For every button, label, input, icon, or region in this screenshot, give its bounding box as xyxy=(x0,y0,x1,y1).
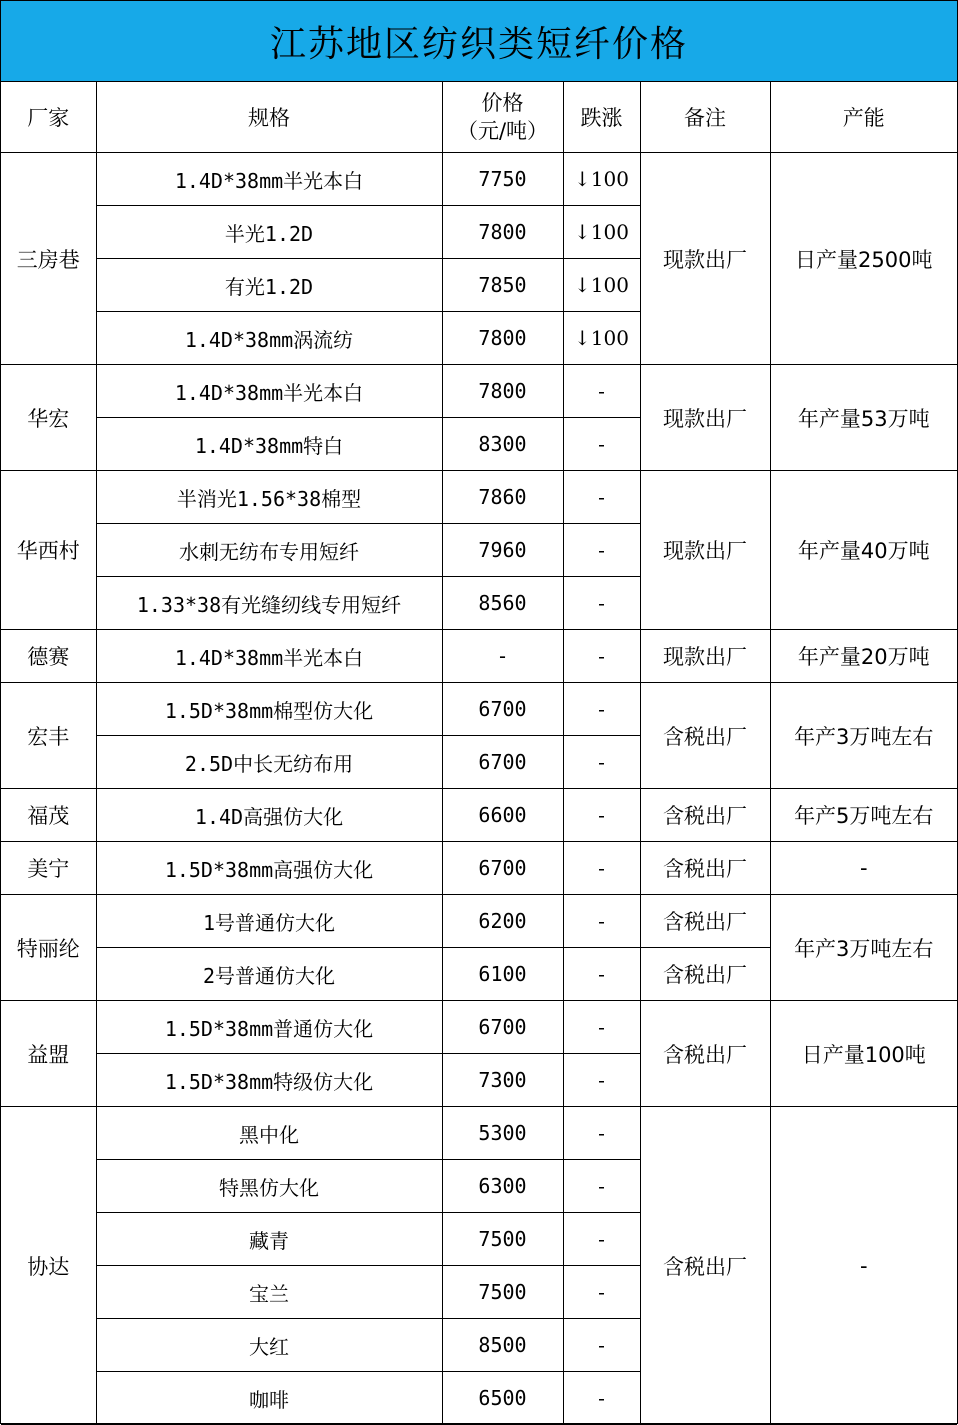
remark-cell: 现款出厂 xyxy=(640,153,770,365)
change-cell: - xyxy=(563,577,640,630)
table-row xyxy=(1,895,957,948)
price-cell: 7960 xyxy=(442,524,563,577)
table-body xyxy=(1,153,957,1425)
factory-cell: 华宏 xyxy=(1,365,96,471)
capacity-cell: 日产量2500吨 xyxy=(770,153,957,365)
price-cell: 7800 xyxy=(442,312,563,365)
change-cell: - xyxy=(563,948,640,1001)
remark-cell: 现款出厂 xyxy=(640,630,770,683)
price-cell: 8500 xyxy=(442,1319,563,1372)
spec-cell: 1.4D*38mm半光本白 xyxy=(96,630,442,683)
spec-cell: 1号普通仿大化 xyxy=(96,895,442,948)
change-cell: - xyxy=(563,789,640,842)
header-row xyxy=(1,82,957,153)
header-price-unit: （元/吨） xyxy=(456,119,549,143)
spec-cell: 特黑仿大化 xyxy=(96,1160,442,1213)
factory-cell: 益盟 xyxy=(1,1001,96,1107)
change-cell: - xyxy=(563,1054,640,1107)
change-cell: - xyxy=(563,1266,640,1319)
price-cell: 5300 xyxy=(442,1107,563,1160)
capacity-cell: 年产量20万吨 xyxy=(770,630,957,683)
remark-cell: 现款出厂 xyxy=(640,471,770,630)
spec-cell: 1.4D*38mm半光本白 xyxy=(96,153,442,206)
price-cell: 7850 xyxy=(442,259,563,312)
price-cell: 7300 xyxy=(442,1054,563,1107)
factory-cell: 三房巷 xyxy=(1,153,96,365)
factory-cell: 宏丰 xyxy=(1,683,96,789)
change-cell: - xyxy=(563,418,640,471)
table-row xyxy=(1,789,957,842)
table-row xyxy=(1,1107,957,1160)
spec-cell: 2号普通仿大化 xyxy=(96,948,442,1001)
factory-cell: 特丽纶 xyxy=(1,895,96,1001)
change-cell: - xyxy=(563,524,640,577)
capacity-cell: 年产5万吨左右 xyxy=(770,789,957,842)
spec-cell: 1.4D*38mm特白 xyxy=(96,418,442,471)
table-row xyxy=(1,153,957,206)
spec-cell: 1.5D*38mm普通仿大化 xyxy=(96,1001,442,1054)
table-row xyxy=(1,842,957,895)
factory-cell: 德赛 xyxy=(1,630,96,683)
spec-cell: 1.5D*38mm特级仿大化 xyxy=(96,1054,442,1107)
header-spec: 规格 xyxy=(96,82,442,153)
price-cell: 7500 xyxy=(442,1266,563,1319)
spec-cell: 藏青 xyxy=(96,1213,442,1266)
price-cell: 6200 xyxy=(442,895,563,948)
change-cell: ↓100 xyxy=(563,259,640,312)
spec-cell: 水刺无纺布专用短纤 xyxy=(96,524,442,577)
spec-cell: 1.4D*38mm涡流纺 xyxy=(96,312,442,365)
price-cell: - xyxy=(442,630,563,683)
price-cell: 6700 xyxy=(442,1001,563,1054)
spec-cell: 有光1.2D xyxy=(96,259,442,312)
header-price xyxy=(442,82,563,153)
remark-cell: 含税出厂 xyxy=(640,1001,770,1107)
header-factory: 厂家 xyxy=(1,82,96,153)
spec-cell: 2.5D中长无纺布用 xyxy=(96,736,442,789)
price-cell: 7750 xyxy=(442,153,563,206)
remark-cell: 含税出厂 xyxy=(640,789,770,842)
spec-cell: 1.5D*38mm棉型仿大化 xyxy=(96,683,442,736)
price-cell: 7500 xyxy=(442,1213,563,1266)
capacity-cell: - xyxy=(770,842,957,895)
change-cell: ↓100 xyxy=(563,153,640,206)
remark-cell: 含税出厂 xyxy=(640,683,770,789)
price-cell: 6300 xyxy=(442,1160,563,1213)
capacity-cell: 年产3万吨左右 xyxy=(770,895,957,1001)
spec-cell: 1.4D*38mm半光本白 xyxy=(96,365,442,418)
capacity-cell: 日产量100吨 xyxy=(770,1001,957,1107)
header-change: 跌涨 xyxy=(563,82,640,153)
change-cell: - xyxy=(563,842,640,895)
header-capacity: 产能 xyxy=(770,82,957,153)
table-row xyxy=(1,471,957,524)
price-cell: 6100 xyxy=(442,948,563,1001)
capacity-cell: - xyxy=(770,1107,957,1425)
remark-cell: 含税出厂 xyxy=(640,842,770,895)
spec-cell: 大红 xyxy=(96,1319,442,1372)
change-cell: - xyxy=(563,1001,640,1054)
table-row xyxy=(1,365,957,418)
remark-cell: 现款出厂 xyxy=(640,365,770,471)
capacity-cell: 年产量53万吨 xyxy=(770,365,957,471)
capacity-cell: 年产3万吨左右 xyxy=(770,683,957,789)
table-row xyxy=(1,683,957,736)
spec-cell: 咖啡 xyxy=(96,1372,442,1425)
change-cell: - xyxy=(563,1107,640,1160)
price-cell: 8560 xyxy=(442,577,563,630)
price-cell: 6700 xyxy=(442,683,563,736)
price-cell: 7800 xyxy=(442,365,563,418)
price-table xyxy=(1,82,957,1425)
change-cell: ↓100 xyxy=(563,312,640,365)
price-cell: 7800 xyxy=(442,206,563,259)
table-row xyxy=(1,630,957,683)
change-cell: - xyxy=(563,471,640,524)
remark-cell: 含税出厂 xyxy=(640,1107,770,1425)
spec-cell: 半光1.2D xyxy=(96,206,442,259)
change-cell: - xyxy=(563,1319,640,1372)
price-cell: 6700 xyxy=(442,842,563,895)
remark-cell: 含税出厂 xyxy=(640,895,770,948)
factory-cell: 福茂 xyxy=(1,789,96,842)
spec-cell: 半消光1.56*38棉型 xyxy=(96,471,442,524)
capacity-cell: 年产量40万吨 xyxy=(770,471,957,630)
spec-cell: 1.5D*38mm高强仿大化 xyxy=(96,842,442,895)
change-cell: - xyxy=(563,683,640,736)
change-cell: - xyxy=(563,1213,640,1266)
remark-cell: 含税出厂 xyxy=(640,948,770,1001)
price-cell: 7860 xyxy=(442,471,563,524)
header-remark: 备注 xyxy=(640,82,770,153)
spec-cell: 1.33*38有光缝纫线专用短纤 xyxy=(96,577,442,630)
change-cell: ↓100 xyxy=(563,206,640,259)
price-cell: 6500 xyxy=(442,1372,563,1425)
change-cell: - xyxy=(563,365,640,418)
price-cell: 6700 xyxy=(442,736,563,789)
price-cell: 8300 xyxy=(442,418,563,471)
spec-cell: 宝兰 xyxy=(96,1266,442,1319)
factory-cell: 华西村 xyxy=(1,471,96,630)
header-price-label: 价格 xyxy=(481,91,524,115)
spec-cell: 黑中化 xyxy=(96,1107,442,1160)
sheet-title: 江苏地区纺织类短纤价格 xyxy=(1,1,957,82)
change-cell: - xyxy=(563,736,640,789)
spec-cell: 1.4D高强仿大化 xyxy=(96,789,442,842)
factory-cell: 美宁 xyxy=(1,842,96,895)
change-cell: - xyxy=(563,1372,640,1425)
price-cell: 6600 xyxy=(442,789,563,842)
change-cell: - xyxy=(563,630,640,683)
change-cell: - xyxy=(563,1160,640,1213)
factory-cell: 协达 xyxy=(1,1107,96,1425)
change-cell: - xyxy=(563,895,640,948)
table-row xyxy=(1,1001,957,1054)
